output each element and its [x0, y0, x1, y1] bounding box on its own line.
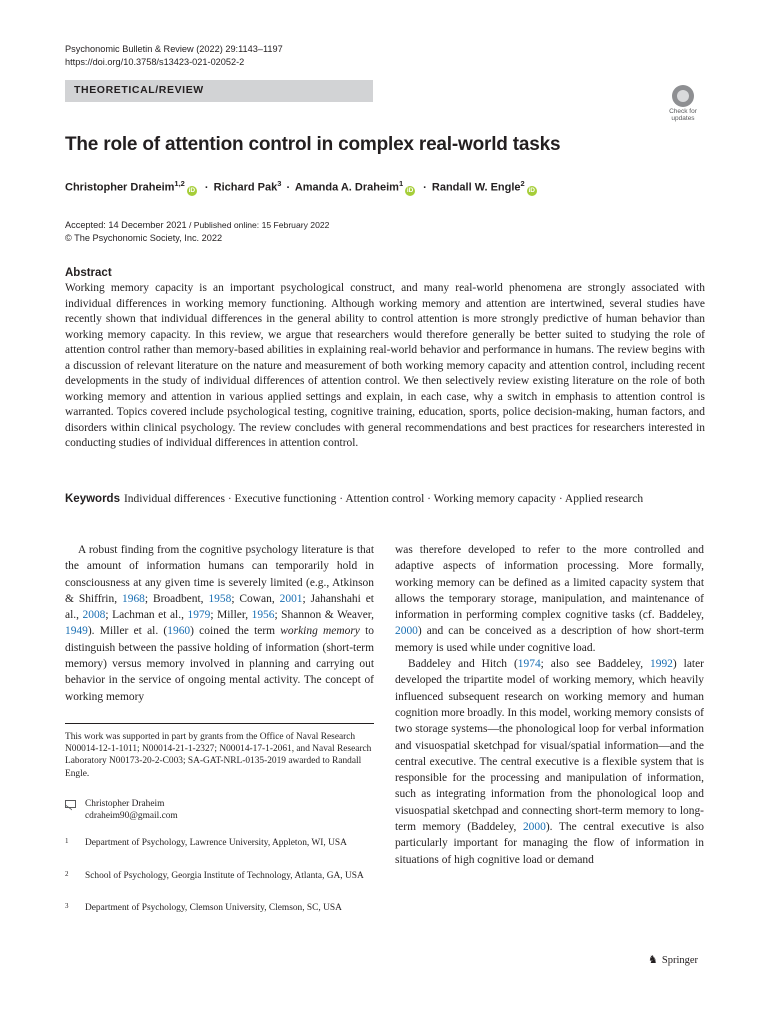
citation-link[interactable]: 1958 — [208, 592, 232, 605]
body-paragraph: was therefore developed to refer to the more controlled and adaptive aspects of information processing. More formally, working memory can be defined as a limited capacity system that allows the temporary storage, manipulation, and maintenance of information in performing complex cognitive tasks (cf. Baddeley, 2000) and can be conceived as a description of how short-term memory is used while under cognitive load. — [395, 544, 704, 654]
article-title: The role of attention control in complex real-world tasks — [65, 134, 561, 155]
body-paragraph: Baddeley and Hitch (1974; also see Baddeley, 1992) later developed the tripartite model of working memory, which heavily influenced subsequent research on working memory and human cognition more broadly. In this model, working memory consists of two storage systems—the phonological loop for verbal information and visuospatial sketchpad for visual/spatial information—and the central executive. The central executive is a flexible system that is responsible for the processing and manipulation of information, such as integrating information from the phonological loop and visuospatial sketchpad and connecting short-term memory to long-term memory (Baddeley, 2000). The central executive is also particularly important for managing the flow of information in situations of high cognitive load or demand — [395, 658, 704, 866]
author-affiliation-marker: 2 — [520, 179, 525, 188]
author-name: Christopher Draheim — [65, 181, 175, 194]
envelope-icon — [65, 800, 76, 808]
citation-link[interactable]: 1960 — [167, 625, 191, 638]
affiliation-text: Department of Psychology, Clemson University, Clemson, SC, USA — [85, 903, 342, 913]
publication-dates — [65, 219, 329, 245]
publisher-logo — [648, 953, 698, 966]
author-list — [65, 179, 540, 196]
affiliation-item — [65, 902, 365, 914]
springer-horse-icon: ♞ — [648, 954, 658, 966]
keywords-label: Keywords — [65, 493, 120, 505]
affiliation-text: Department of Psychology, Lawrence University, Appleton, WI, USA — [85, 838, 347, 848]
corresponding-author — [85, 798, 365, 822]
article-type-label: THEORETICAL/REVIEW — [74, 84, 204, 96]
affiliation-item — [65, 870, 365, 882]
footnote-divider — [65, 723, 374, 724]
accepted-date: Accepted: 14 December 2021 — [65, 220, 187, 230]
corresponding-author-name: Christopher Draheim — [85, 799, 165, 809]
affiliation-number: 2 — [65, 870, 69, 878]
affiliation-number: 3 — [65, 902, 69, 910]
citation-link[interactable]: 1992 — [650, 658, 673, 671]
author-name: Richard Pak — [213, 181, 278, 194]
citation-link[interactable]: 1956 — [251, 609, 275, 622]
citation-link[interactable]: 1949 — [65, 625, 88, 638]
article-type-band — [65, 80, 373, 102]
journal-citation: Psychonomic Bulletin & Review (2022) 29:1143–1197 — [65, 44, 283, 54]
funding-footnote: This work was supported in part by grants from the Office of Naval Research N00014-12-1-1011; N00014-21-1-2327; N00014-17-1-2061, and Naval Research Laboratory N00173-20-2-C003; SA-GAT-NRL-0135-2019 awarded to Randall Engle. — [65, 732, 372, 779]
corresponding-author-email[interactable]: cdraheim90@gmail.com — [85, 811, 178, 822]
author-name: Amanda A. Draheim — [294, 181, 399, 194]
copyright-line: © The Psychonomic Society, Inc. 2022 — [65, 233, 223, 243]
doi-link[interactable]: https://doi.org/10.3758/s13423-021-02052-2 — [65, 57, 245, 67]
orcid-icon[interactable]: iD — [188, 186, 196, 194]
body-column-right — [395, 542, 704, 868]
citation-link[interactable]: 1968 — [122, 592, 145, 605]
author-separator: · — [423, 181, 427, 194]
keywords-list: Individual differences · Executive functioning · Attention control · Working memory capacity · Applied research — [123, 493, 644, 505]
citation-link[interactable]: 2008 — [82, 609, 106, 622]
author-separator: · — [286, 181, 291, 194]
affiliation-number: 1 — [65, 837, 69, 845]
author-affiliation-marker: 3 — [277, 179, 282, 188]
orcid-icon[interactable]: iD — [528, 186, 535, 194]
citation-link[interactable]: 2000 — [395, 625, 418, 638]
citation-link[interactable]: 2000 — [522, 821, 546, 834]
orcid-icon[interactable]: iD — [406, 186, 414, 194]
author-name: Randall W. Engle — [431, 181, 521, 194]
affiliation-text: School of Psychology, Georgia Institute of Technology, Atlanta, GA, USA — [85, 871, 364, 881]
body-paragraph: A robust finding from the cognitive psychology literature is that the amount of information humans can temporarily hold in consciousness at any given time is severely limited (e.g., Atkinson & Shiffrin, 1968; Broadbent, 1958; Cowan, 2001; Jahanshahi et al., 2008; Lachman et al., 1979; Miller, 1956; Shannon & Weaver, 1949). Miller et al. (1960) coined the term working memory to distinguish between the passive holding of information (short-term memory) versus memory involved in planning and carrying out behavior in the service of ongoing mental activity. The concept of working memory — [65, 544, 375, 703]
author-affiliation-marker: 1,2 — [174, 179, 185, 188]
check-for-updates-badge[interactable] — [663, 85, 703, 125]
affiliation-item — [65, 837, 365, 849]
citation-link[interactable]: 1979 — [187, 609, 211, 622]
author-separator: · — [204, 181, 209, 194]
publisher-name: Springer — [661, 955, 699, 966]
abstract-heading: Abstract — [65, 267, 112, 279]
keywords-line — [65, 493, 643, 505]
citation-link[interactable]: 2001 — [279, 592, 303, 605]
published-date: / Published online: 15 February 2022 — [186, 220, 330, 230]
emphasized-term: working memory — [280, 625, 360, 638]
journal-header — [65, 43, 283, 69]
author-affiliation-marker: 1 — [398, 179, 404, 188]
check-for-updates-text: Check for updates — [669, 108, 697, 122]
citation-link[interactable]: 1974 — [517, 658, 541, 671]
check-for-updates-icon — [672, 85, 694, 107]
body-column-left — [65, 542, 374, 705]
abstract-text: Working memory capacity is an important psychological construct, and many real-world phenomena are strongly associated with individual differences in working memory functioning. Although working memory and attention are intertwined, several studies have recently shown that individual differences in the general ability to control attention is more strongly predictive of human behavior than working memory capacity. In this review, we argue that researchers would therefore generally be better suited to studying the role of attention control rather than memory-based abilities in explaining real-world behavior and performance in humans. The review begins with a discussion of relevant literature on the nature and measurement of both working memory capacity and attention control, including recent developments in the study of individual differences of attention control. We then selectively review existing literature on the role of both working memory and attention in various applied settings and explain, in each case, why a switch in emphasis to attention control is warranted. Topics covered include psychological testing, cognitive training, education, sports, police decision-making, human factors, and disorders within clinical psychology. The review concludes with general recommendations and best practices for researchers interested in conducting studies of individual differences in attention control. — [65, 282, 705, 449]
